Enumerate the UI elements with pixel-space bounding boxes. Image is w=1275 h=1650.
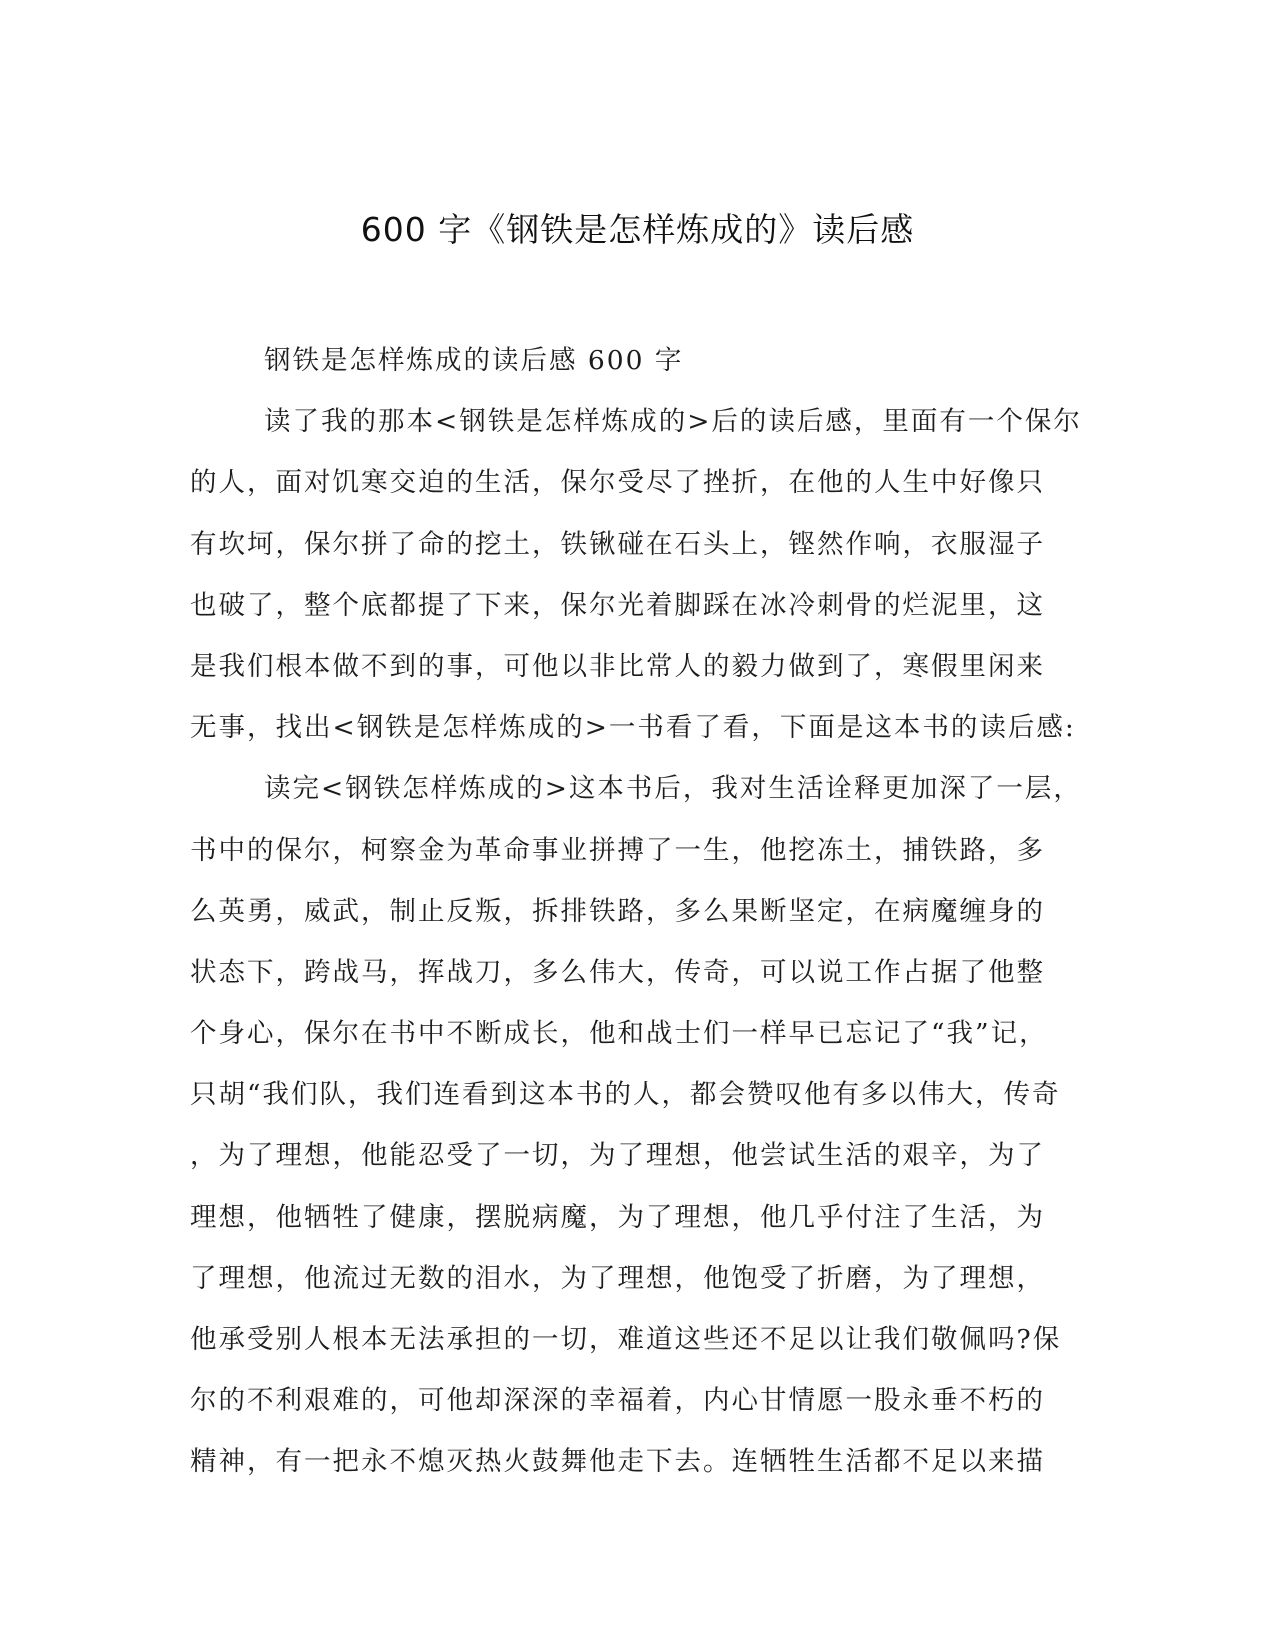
body-line: 无事，找出<钢铁是怎样炼成的>一书看了看，下面是这本书的读后感: bbox=[190, 712, 1076, 744]
body-line: 有坎坷，保尔拼了命的挖土，铁锹碰在石头上，铿然作响，衣服湿子 bbox=[190, 528, 1045, 560]
body-line: 读了我的那本<钢铁是怎样炼成的>后的读后感，里面有一个保尔 bbox=[264, 406, 1082, 438]
body-line: 么英勇，威武，制止反叛，拆排铁路，多么果断坚定，在病魔缠身的 bbox=[190, 895, 1045, 927]
body-line: 的人，面对饥寒交迫的生活，保尔受尽了挫折，在他的人生中好像只 bbox=[190, 467, 1045, 499]
body-line: 了理想，他流过无数的泪水，为了理想，他饱受了折磨，为了理想， bbox=[190, 1262, 1045, 1294]
body-line: 读完<钢铁怎样炼成的>这本书后，我对生活诠释更加深了一层， bbox=[264, 773, 1082, 805]
body-line: 理想，他牺牲了健康，摆脱病魔，为了理想，他几乎付注了生活，为 bbox=[190, 1201, 1045, 1233]
body-line: 他承受别人根本无法承担的一切，难道这些还不足以让我们敬佩吗?保 bbox=[190, 1324, 1062, 1355]
body-line: 尔的不利艰难的，可他却深深的幸福着，内心甘情愿一股永垂不朽的 bbox=[190, 1385, 1045, 1417]
body-line: 精神，有一把永不熄灭热火鼓舞他走下去。连牺牲生活都不足以来描 bbox=[190, 1446, 1045, 1478]
body-line: 也破了，整个底都提了下来，保尔光着脚踩在冰冷刺骨的烂泥里，这 bbox=[190, 589, 1045, 621]
body-line: 书中的保尔，柯察金为革命事业拼搏了一生，他挖冻土，捕铁路，多 bbox=[190, 834, 1045, 866]
body-line: 个身心，保尔在书中不断成长，他和战士们一样早已忘记了“我”记， bbox=[190, 1018, 1048, 1050]
body-line: 状态下，跨战马，挥战刀，多么伟大，传奇，可以说工作占据了他整 bbox=[190, 956, 1045, 988]
body-line: 是我们根本做不到的事，可他以非比常人的毅力做到了，寒假里闲来 bbox=[190, 650, 1045, 682]
body-line: 只胡“我们队，我们连看到这本书的人，都会赞叹他有多以伟大，传奇 bbox=[190, 1079, 1061, 1111]
document-title: 600 字《钢铁是怎样炼成的》读后感 bbox=[360, 210, 915, 249]
document-body bbox=[190, 330, 1080, 1493]
body-line: ，为了理想，他能忍受了一切，为了理想，他尝试生活的艰辛，为了 bbox=[190, 1140, 1045, 1172]
body-line: 钢铁是怎样炼成的读后感 600 字 bbox=[264, 345, 684, 376]
